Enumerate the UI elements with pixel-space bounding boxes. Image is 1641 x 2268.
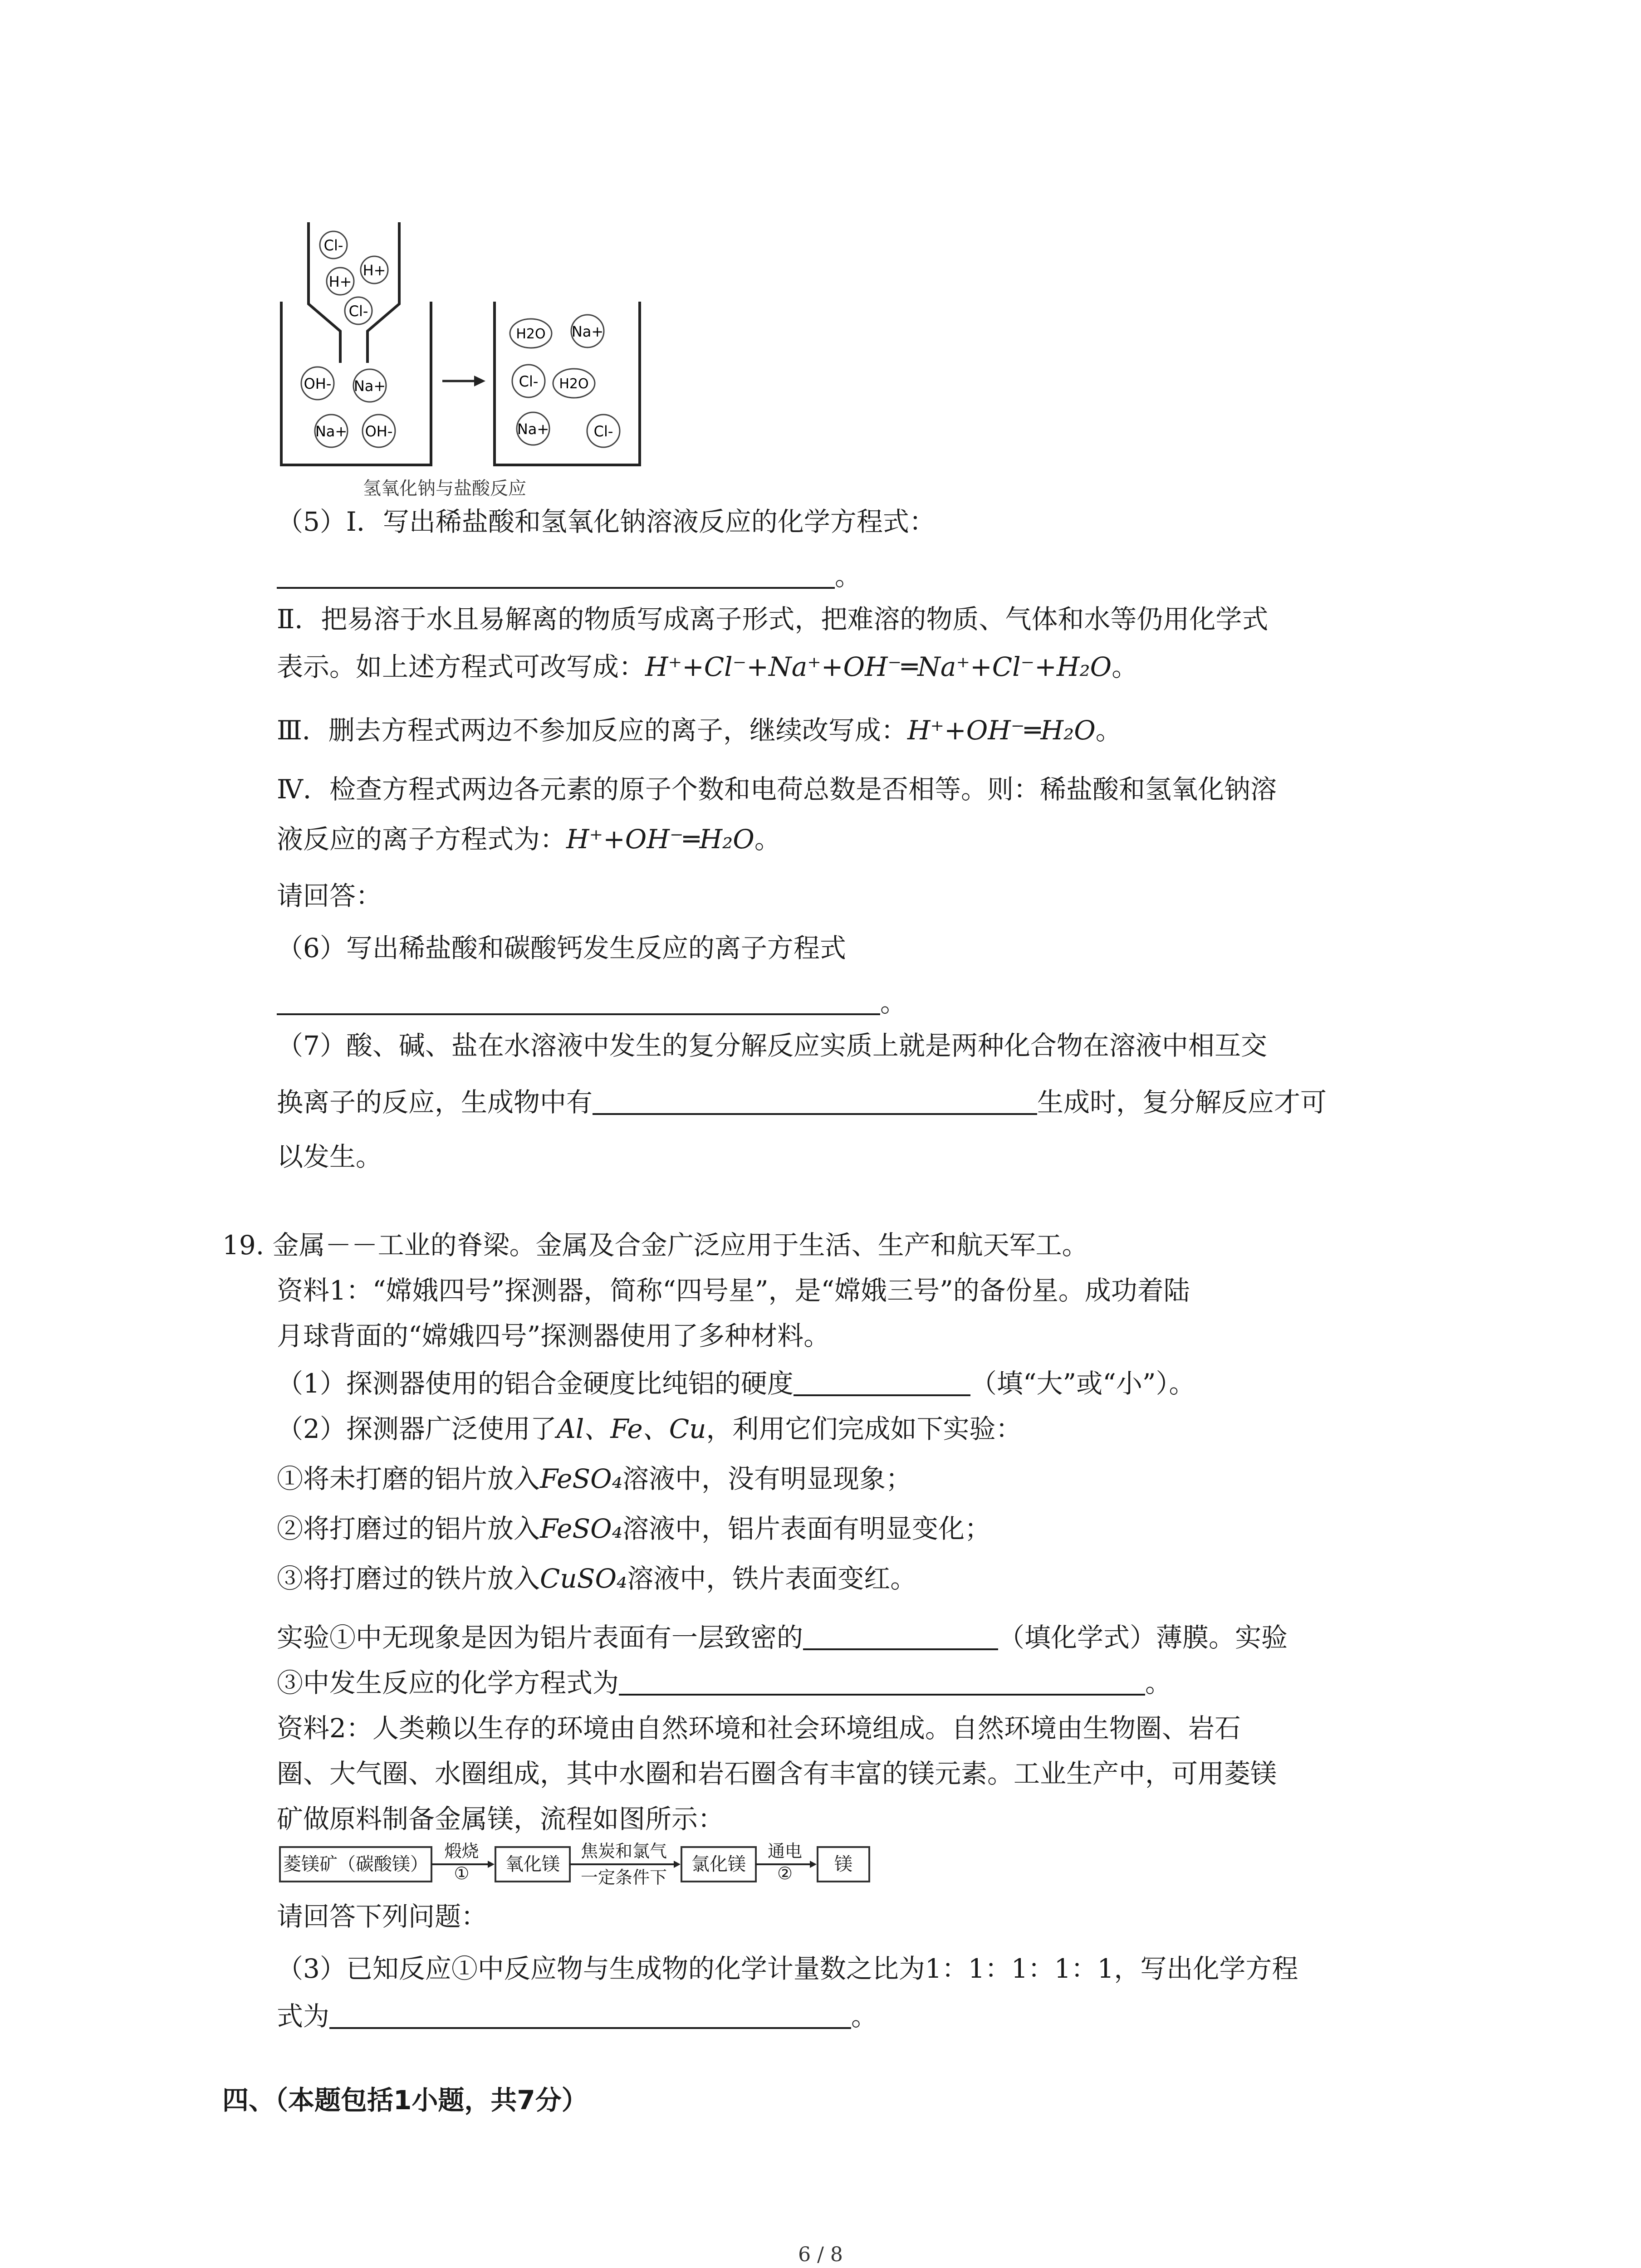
q19-part3-line2: 式为 。 — [277, 1998, 877, 2034]
flow-arrow3-top: 通电 — [767, 1841, 802, 1861]
flow-arrow3-bottom: ② — [777, 1863, 793, 1883]
diagram-caption: 氢氧化钠与盐酸反应 — [363, 478, 526, 499]
q5-step3: Ⅲ．删去方程式两边不参加反应的离子，继续改写成：H⁺+OH⁻═H₂O。 — [277, 715, 1122, 746]
q19-metals: Al、Fe、Cu — [556, 1413, 706, 1444]
flow-box-mgcl2: 氯化镁 — [681, 1846, 757, 1882]
flow-box-ore: 菱镁矿（碳酸镁） — [279, 1846, 432, 1882]
q7-line1: （7）酸、碱、盐在水溶液中发生的复分解反应实质上就是两种化合物在溶液中相互交 — [277, 1030, 1267, 1061]
left-ion-3: Na+ — [315, 423, 348, 440]
flow-box-mgo: 氧化镁 — [495, 1846, 571, 1882]
q19-part1: （1）探测器使用的铝合金硬度比纯铝的硬度 （填“大”或“小”）。 — [277, 1365, 1195, 1402]
q19-part3-blank[interactable] — [329, 1998, 851, 2029]
flow-arrow2-top: 焦炭和氯气 — [580, 1841, 667, 1861]
q19-material2-line2: 圈、大气圈、水圈组成，其中水圈和岩石圈含有丰富的镁元素。工业生产中，可用菱镁 — [277, 1758, 1277, 1789]
q7-line3: 以发生。 — [277, 1141, 382, 1172]
left-ion-2: Na+ — [353, 377, 386, 395]
q5-step4-equation: H⁺+OH⁻═H₂O — [566, 824, 754, 855]
q6-answer-line: 。 — [277, 984, 906, 1021]
q5-step2-equation: H⁺+Cl⁻+Na⁺+OH⁻═Na⁺+Cl⁻+H₂O — [645, 651, 1112, 682]
q5-step4-line1: Ⅳ．检查方程式两边各元素的原子个数和电荷总数是否相等。则：稀盐酸和氢氧化钠溶 — [277, 774, 1277, 805]
please-answer: 请回答： — [277, 880, 382, 911]
tube-ion-4: Cl- — [348, 303, 368, 320]
right-ion-3: Cl- — [519, 373, 539, 390]
q7-line2: 换离子的反应，生成物中有 生成时，复分解反应才可 — [277, 1084, 1327, 1120]
left-ion-4: OH- — [365, 423, 393, 440]
q19-exp-answer1: 实验①中无现象是因为铝片表面有一层致密的 （填化学式）薄膜。实验 — [277, 1619, 1288, 1656]
q19-material1-line1: 资料1：“嫦娥四号”探测器，简称“四号星”，是“嫦娥三号”的备份星。成功着陆 — [277, 1275, 1190, 1306]
q19-exp1: ①将未打磨的铝片放入FeSO₄溶液中，没有明显现象； — [277, 1463, 912, 1494]
q19-material2-line1: 资料2：人类赖以生存的环境由自然环境和社会环境组成。自然环境由生物圈、岩石 — [277, 1713, 1241, 1744]
page-number: 6 / 8 — [798, 2243, 843, 2266]
q5-step2-line2: 表示。如上述方程式可改写成：H⁺+Cl⁻+Na⁺+OH⁻═Na⁺+Cl⁻+H₂O。 — [277, 651, 1138, 682]
q5-step4-line2: 液反应的离子方程式为：H⁺+OH⁻═H₂O。 — [277, 824, 781, 855]
right-ion-2: Na+ — [571, 323, 604, 340]
q19-material1-line2: 月球背面的“嫦娥四号”探测器使用了多种材料。 — [277, 1320, 830, 1351]
flow-arrow1-top: 煅烧 — [444, 1841, 479, 1861]
q5-step3-equation: H⁺+OH⁻═H₂O — [907, 715, 1096, 746]
flow-arrow2-bottom: 一定条件下 — [580, 1867, 667, 1887]
right-ion-1: H2O — [516, 326, 546, 342]
tube-ion-3: H+ — [362, 262, 386, 279]
left-ion-1: OH- — [304, 375, 332, 392]
tube-ion-1: Cl- — [323, 237, 343, 254]
section-4-heading: 四、（本题包括1小题，共7分） — [222, 2085, 588, 2116]
flow-arrow1-bottom: ① — [454, 1863, 470, 1883]
q19-material2-line3: 矿做原料制备金属镁，流程如图所示： — [277, 1804, 725, 1834]
right-ion-5: Na+ — [517, 420, 549, 438]
right-ion-4: H2O — [559, 376, 589, 392]
q5-step2-line1: Ⅱ．把易溶于水且易解离的物质写成离子形式，把难溶的物质、气体和水等仍用化学式 — [277, 604, 1269, 635]
tube-ion-2: H+ — [328, 273, 352, 290]
flow-box-mg: 镁 — [817, 1846, 870, 1882]
right-ion-6: Cl- — [593, 423, 613, 440]
q19-part3-line1: （3）已知反应①中反应物与生成物的化学计量数之比为1：1：1：1：1，写出化学方程 — [277, 1953, 1298, 1984]
q19-exp3: ③将打磨过的铁片放入CuSO₄溶液中，铁片表面变红。 — [277, 1563, 917, 1594]
q19-exp2: ②将打磨过的铝片放入FeSO₄溶液中，铝片表面有明显变化； — [277, 1513, 991, 1544]
q5-intro: （5）Ⅰ．写出稀盐酸和氢氧化钠溶液反应的化学方程式： — [277, 506, 936, 537]
q19-part2: （2）探测器广泛使用了Al、Fe、Cu，利用它们完成如下实验： — [277, 1413, 1022, 1444]
flow-arrows — [0, 0, 907, 1905]
q5-answer-line: 。 — [277, 558, 861, 594]
q19-exp-answer2: ③中发生反应的化学方程式为 。 — [277, 1665, 1171, 1701]
q19-title: 19. 金属－－工业的脊梁。金属及合金广泛应用于生活、生产和航天军工。 — [222, 1230, 1088, 1261]
q6-text: （6）写出稀盐酸和碳酸钙发生反应的离子方程式 — [277, 933, 846, 963]
q19-please-answer: 请回答下列问题： — [277, 1901, 488, 1932]
